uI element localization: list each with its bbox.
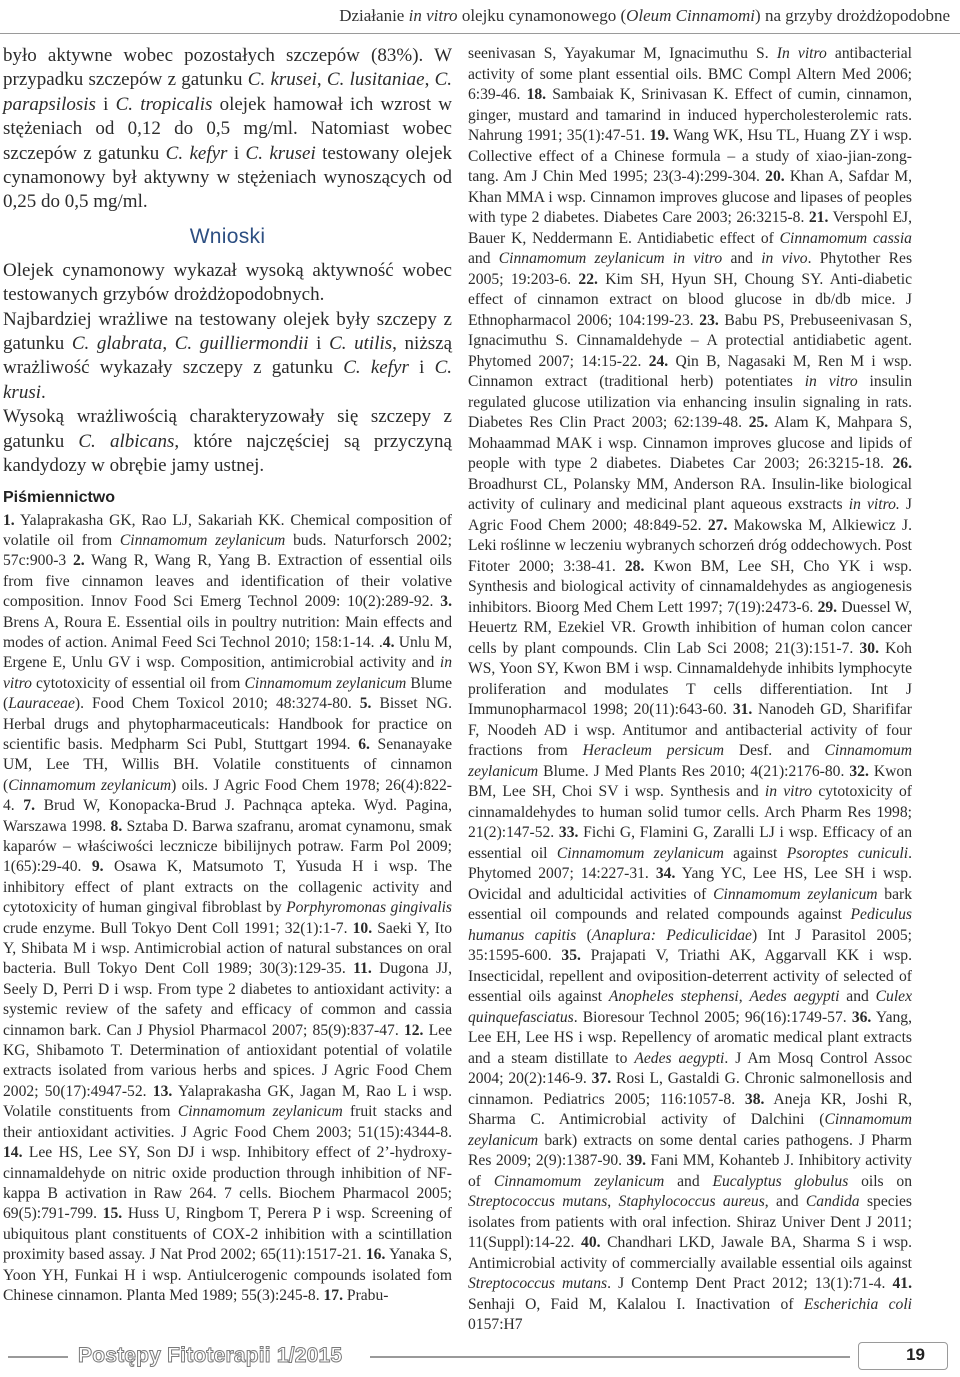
footer-rule	[370, 1356, 850, 1358]
references-list-continued: seenivasan S, Yayakumar M, Ignacimuthu S. In vitro antibacterial activity of some plant essential oils. BMC Compl Altern Med 2006; 6:39-46. 18. Sambaiak K, Srinivasan K. Effect of cumin, cinnamon, ginger, mustard and tamarind in induced hypercholesterolemic rats. Nahrung 1991; 35(1):47-51. 19. Wang WK, Hsu TL, Huang ZY i wsp. Collective effect of a Chinese formula – a study of xiao-jian-zong-tang. Am J Chin Med 1995; 23(3-4):299-304. 20. Khan A, Safdar M, Khan MMA i wsp. Cinnamon improves glucose and lipases of peoples with type 2 diabetes. Diabetes Care 2003; 26:3215-8. 21. Verspohl EJ, Bauer K, Neddermann E. Antidiabetic effect of Cinnamomum cassia and Cinnamomum zeylanicum in vitro and in vivo. Phytother Res 2005; 19:203-6. 22. Kim SH, Hyun SH, Choung SY. Anti-diabetic effect of cinnamon extract on blood glucose in db/db mice. J Ethnopharmacol 2006; 104:199-23. 23. Babu PS, Prebuseenivasan S, Ignacimuthu S. Cinnamaldehyde – A protectial antidiabetic agent. Phytomed 2007; 14:15-22. 24. Qin B, Nagasaki M, Ren M i wsp. Cinnamon extract (traditional herb) potentiates in vitro insulin regulated glucose utilization via enhancing insulin signaling in rats. Diabetes Res Clin Pract 2003; 62:139-48. 25. Alam K, Mahpara S, Mohaammad MAK i wsp. Cinnamon improves glucose and lipids of people with type 2 diabetes. Diabetes Car 2003; 26:3215-18. 26. Broadhurst CL, Polansky MM, Anderson RA. Insulin-like biological activity of culinary and medicinal plant aqueous exstracts in vitro. J Agric Food Chem 2000; 48:849-52. 27. Makowska M, Alkiewicz J. Leki roślinne w leczeniu wybranych schorzeń dróg oddechowych. Post Fitoter 2000; 3:38-41. 28. Kwon BM, Lee SH, Cho YK i wsp. Synthesis and biological activity of cinnamaldehydes as angiogenesis inhibitors. Bioorg Med Chem Lett 1997; 7(19):2473-6. 29. Duessel W, Heuertz RM, Ezekiel VR. Growth inhibition of human colon cancer cells by plant compounds. Clin Lab Sci 2008; 21(3):151-7. 30. Koh WS, Yoon SY, Kwon BM i wsp. Cinnamaldehyde inhibits lymphocyte proliferation and modulates T cells differentiation. Int J Immunopharmacol 1998; 20(11):643-60. 31. Nanodeh GD, Sharififar F, Noodeh AD i wsp. Antitumor and antibacterial activity of four fractions from Heracleum persicum Desf. and Cinnamomum zeylanicum Blume. J Med Plants Res 2010; 4(21):2176-80. 32. Kwon BM, Lee SH, Choi SV i wsp. Synthesis and in vitro cytotoxicity of cinnamaldehydes to human solid tumor cells. Arch Pharm Res 1998; 21(2):147-52. 33. Fichi G, Flamini G, Zaralli LJ i wsp. Efficacy of an essential oil Cinnamomum zeylanicum against Psoroptes cuniculi. Phytomed 2007; 14:227-31. 34. Yang YC, Lee HS, Lee SH i wsp. Ovicidal and adulticidal activities of Cinnamomum zeylanicum bark essential oil compounds and related compounds against Pediculus humanus capitis (Anaplura: Pediculicidae) Int J Parasitol 2005; 35:1595-600. 35. Prajapati V, Triathi AK, Aggarvall KK i wsp. Insecticidal, repellent and oviposition-deterrent activity of selected of essential oils against Anopheles stephensi, Aedes aegypti and Culex quinquefasciatus. Bioresour Technol 2005; 96(16):1749-57. 36. Yang, Lee EH, Lee HS i wsp. Repellency of aromatic medical plant extracts and a steam distillate to Aedes aegypti. J Am Mosq Control Assoc 2004; 20(2):146-9. 37. Rosi L, Gastaldi G. Chronic salmonellosis and cinnamon. Pediatrics 2005; 116:1057-8. 38. Aneja KR, Joshi R, Sharma C. Antimicrobial activity of Dalchini (Cinnamomum zeylanicum bark) extracts on some dental caries pathogens. J Pharm Res 2009; 2(9):1387-90. 39. Fani MM, Kohanteb J. Inhibitory activity of Cinnamomum zeylanicum and Eucalyptus globulus oils on Streptococcus mutans, Staphylococcus aureus, and Candida species isolates from patients with oral infection. Shiraz Univer Dent J 2011; 11(Suppl):14-22. 40. Chandhari LKD, Jawale BA, Sharma S i wsp. Antimicrobial activity of commercially available essential oils against Streptococcus mutans. J Contemp Dent Pract 2012; 13(1):71-4. 41. Senhaji O, Faid M, Kalalou I. Inactivation of Escherichia coli 0157:H7	[468, 45, 913, 1333]
journal-name: Postępy Fitoterapii 1/2015	[78, 1344, 343, 1367]
page-footer	[0, 1338, 960, 1377]
page-number: 19	[906, 1345, 925, 1364]
references-list: 1. Yalaprakasha GK, Rao LJ, Sakariah KK. Chemical composition of volatile oil from Cinnamomum zeylanicum buds. Naturforsch 2002; 57c:900-3 2. Wang R, Wang R, Yang B. Extraction of essential oils from five cinnamon leaves and identification of their volative composition. Innov Food Sci Emerg Technol 2009: 10(2):289-92. 3. Brens A, Roura E. Essential oils in poultry nutrition: Main effects and modes of action. Animal Feed Sci Technol 2010; 158:1-14. .4. Unlu M, Ergene E, Unlu GV i wsp. Composition, antimicrobial activity and in vitro cytotoxicity of essential oil from Cinnamomum zeylanicum Blume (Lauraceae). Food Chem Toxicol 2010; 48:3274-80. 5. Bisset NG. Herbal drugs and phytopharmaceuticals: Handbook for practice on scientific basis. Medpharm Sci Publ, Stuttgart 1994. 6. Senanayake UM, Lee TH, Willis BH. Volatile constituents of cinnamon (Cinnamomum zeylanicum) oils. J Agric Food Chem 1978; 26(4):822-4. 7. Brud W, Konopacka-Brud J. Pachnąca apteka. Wyd. Pagina, Warszawa 1998. 8. Sztaba D. Barwa szafranu, aromat cynamonu, smak kaparów – właściwości lecznicze bibilijnych potraw. Farm Pol 2009; 1(65):29-40. 9. Osawa K, Matsumoto T, Yusuda H i wsp. The inhibitory effect of plant extracts on the collagenic activity and cytotoxicity of human gingival fibroblast by Porphyromonas gingivalis crude enzyme. Bull Tokyo Dent Coll 1991; 32(1):1-7. 10. Saeki Y, Ito Y, Shibata M i wsp. Antimicrobial action of natural substances on oral bacteria. Bull Tokyo Dent Coll 1989; 30(3):129-35. 11. Dugona JJ, Seely D, Perri D i wsp. From type 2 diabetes to antioxidant activity: a systemic review of the safety and efficacy of common and cassia cinnamon bark. Can J Physiol Pharmacol 2007; 85(9):837-47. 12. Lee KG, Shibamoto T. Determination of antioxidant potential of volatile extracts isolated from various herbs and spices. J Agric Food Chem 2002; 50(17):4947-52. 13. Yalaprakasha GK, Jagan M, Rao L i wsp. Volatile constituents from Cinnamomum zeylanicum fruit stacks and their antioxidant activities. J Agric Food Chem 2003; 51(15):4344-8. 14. Lee HS, Lee SY, Son DJ i wsp. Inhibitory effect of 2’-hydroxy-cinnamaldehyde on nitric oxide production through inhibition of NF-kappa B activation in Raw 264. 7 cells. Biochem Pharmacol 2005; 69(5):791-799. 15. Huss U, Ringbom T, Perera P i wsp. Screening of ubiquitous plant constituents of COX-2 inhibition with a scintillation proximity based assay. J Nat Prod 2002; 65(11):1517-21. 16. Yanaka S, Yoon YH, Funkai H i wsp. Antiulcerogenic compounds isolated fom Chinese cinnamon. Planta Med 1989; 55(3):245-8. 17. Prabu-	[3, 511, 453, 1304]
conclusions-heading: Wnioski	[189, 224, 266, 248]
references-heading: Piśmiennictwo	[3, 488, 116, 506]
left-column	[3, 44, 452, 1306]
running-head: Działanie in vitro olejku cynamonowego (Oleum Cinnamomi) na grzyby drożdżopodobne	[339, 6, 950, 25]
results-paragraph: było aktywne wobec pozostałych szczepów (83%). W przypadku szczepów z gatunku C. krusei, C. lusitaniae, C. parapsilosis i C. tropicalis olejek hamował ich wzrost w stężeniach od 0,12 do 0,5 mg/ml. Natomiast wobec szczepów z gatunku C. kefyr i C. krusei testowany olejek cynamonowy był aktywny w stężeniach wynoszących od 0,25 do 0,5 mg/ml.	[3, 45, 453, 213]
page-header	[0, 0, 960, 34]
right-column	[468, 44, 912, 1336]
page-number-box	[858, 1342, 948, 1370]
conclusion-paragraph: Wysoką wrażliwością charakteryzowały się szczepy z gatunku C. albicans, które najczęściej są przyczyną kandydozy w obrębie jamy ustnej.	[3, 406, 452, 477]
footer-rule	[8, 1356, 68, 1358]
conclusion-paragraph: Olejek cynamonowy wykazał wysoką aktywność wobec testowanych grzybów drożdżopodobnych.	[3, 259, 452, 306]
conclusion-paragraph: Najbardziej wrażliwe na testowany olejek były szczepy z gatunku C. glabrata, C. guilliermondii i C. utilis, niższą wrażliwość wykazały szczepy z gatunku C. kefyr i C. krusi.	[3, 308, 453, 403]
